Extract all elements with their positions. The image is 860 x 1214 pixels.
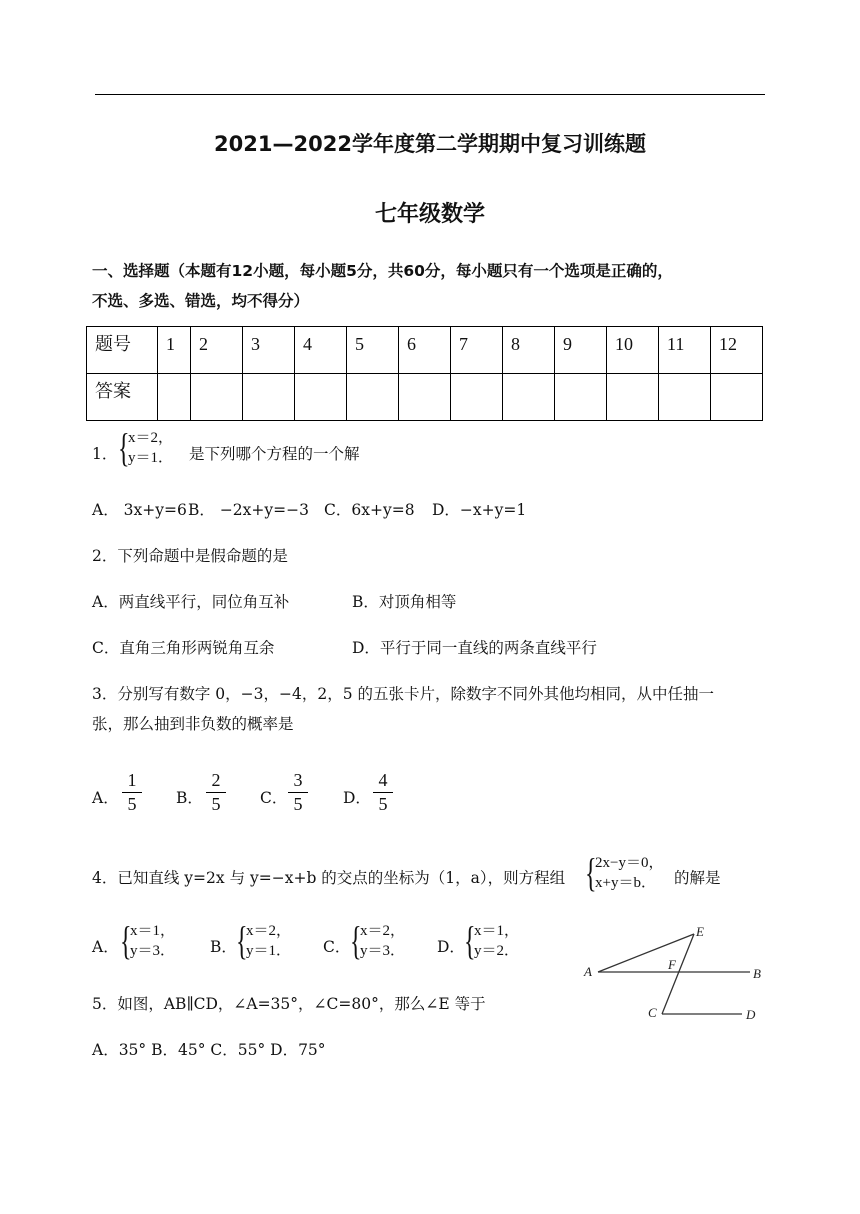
- answer-table-number: 4: [295, 327, 347, 374]
- line-ce: [662, 934, 694, 1014]
- question-1-number: 1．: [92, 445, 118, 463]
- answer-cell[interactable]: [503, 374, 555, 421]
- point-label-c: C: [648, 1005, 657, 1020]
- question-5-options: A．35° B．45° C．55° D．75°: [92, 1041, 326, 1059]
- question-4-text-pre: 4．已知直线 y=2x 与 y=−x+b 的交点的坐标为（1，a），则方程组: [92, 869, 566, 887]
- answer-table-number: 5: [347, 327, 399, 374]
- answer-table-number: 1: [158, 327, 191, 374]
- fraction: [288, 770, 308, 815]
- system-row: x＝2，: [360, 923, 406, 939]
- answer-table-number: 8: [503, 327, 555, 374]
- fraction-denominator: 5: [293, 794, 303, 814]
- answer-cell[interactable]: [451, 374, 503, 421]
- question-4-option-a-system: [120, 918, 180, 965]
- question-5-text: 5．如图，AB∥CD，∠A=35°，∠C=80°，那么∠E 等于: [92, 995, 486, 1013]
- system-row: 2x−y＝0，: [595, 855, 664, 871]
- question-3-line-1: 3．分别写有数字 0，−3，−4，2，5 的五张卡片，除数字不同外其他均相同，从中任抽一: [92, 685, 715, 703]
- geometry-figure: [578, 922, 778, 1028]
- question-4-option-label: C．: [323, 938, 351, 956]
- section-heading-line-1: 一、选择题（本题有12小题，每小题5分，共60分，每小题只有一个选项是正确的，: [92, 262, 673, 280]
- question-2-option-d: D．平行于同一直线的两条直线平行: [352, 639, 597, 657]
- question-4-option-label: A．: [92, 938, 119, 956]
- answer-cell[interactable]: [191, 374, 243, 421]
- point-label-e: E: [696, 924, 704, 939]
- system-row: y＝3．: [360, 943, 406, 959]
- fraction-denominator: 5: [211, 794, 221, 814]
- system-row: x+y＝b．: [595, 875, 656, 891]
- question-1-system: [118, 425, 178, 472]
- system-row: x＝2，: [246, 923, 292, 939]
- answer-table-row-label: 题号: [87, 327, 158, 374]
- question-1-option-c: C．6x+y=8: [324, 501, 415, 519]
- question-1-option-b: B． −2x+y=−3: [188, 501, 309, 519]
- line-ae: [598, 934, 694, 972]
- system-row: x＝1，: [474, 923, 520, 939]
- point-label-f: F: [668, 957, 676, 972]
- question-2-option-a: A．两直线平行，同位角互补: [92, 593, 290, 611]
- brace-icon: {: [464, 918, 476, 963]
- answer-cell[interactable]: [607, 374, 659, 421]
- system-row: y＝3．: [130, 943, 176, 959]
- question-4-option-b-system: [236, 918, 296, 965]
- answer-table-number: 3: [243, 327, 295, 374]
- system-row: x＝1，: [130, 923, 176, 939]
- question-4-text-post: 的解是: [674, 869, 721, 887]
- section-heading: [92, 256, 772, 316]
- question-4-option-label: D．: [437, 938, 465, 956]
- answer-cell[interactable]: [295, 374, 347, 421]
- system-row: x＝2，: [128, 430, 174, 446]
- brace-icon: {: [236, 918, 248, 963]
- answer-table-number: 6: [399, 327, 451, 374]
- question-2-option-b: B．对顶角相等: [352, 593, 457, 611]
- point-label-b: B: [753, 966, 761, 981]
- point-label-d: D: [746, 1007, 756, 1022]
- fraction-denominator: 5: [127, 794, 137, 814]
- answer-cell[interactable]: [158, 374, 191, 421]
- brace-icon: {: [350, 918, 362, 963]
- fraction: [206, 770, 226, 815]
- fraction-numerator: 1: [127, 770, 137, 790]
- question-4-system: [585, 850, 665, 897]
- answer-table-number-row: [87, 327, 763, 374]
- header-rule: [95, 94, 765, 95]
- answer-cell[interactable]: [659, 374, 711, 421]
- question-4-option-d-system: [464, 918, 524, 965]
- brace-icon: {: [118, 425, 130, 470]
- answer-cell[interactable]: [711, 374, 763, 421]
- question-3-line-2: 张，那么抽到非负数的概率是: [92, 715, 294, 733]
- question-4-option-c-system: [350, 918, 410, 965]
- answer-table-row-label: 答案: [87, 374, 158, 421]
- section-heading-line-2: 不选、多选、错选，均不得分）: [92, 292, 310, 310]
- page-title: 2021—2022学年度第二学期期中复习训练题: [214, 132, 646, 156]
- question-4-option-label: B．: [210, 938, 237, 956]
- answer-cell[interactable]: [347, 374, 399, 421]
- answer-table-number: 2: [191, 327, 243, 374]
- question-2-text: 2．下列命题中是假命题的是: [92, 547, 288, 565]
- question-3-option-label: A．: [92, 789, 119, 807]
- answer-table: [86, 326, 763, 421]
- answer-table-number: 9: [555, 327, 607, 374]
- fraction: [373, 770, 393, 815]
- fraction-numerator: 3: [293, 770, 303, 790]
- question-3-option-label: B．: [176, 789, 203, 807]
- system-row: y＝1．: [128, 450, 174, 466]
- brace-icon: {: [120, 918, 132, 963]
- system-row: y＝2．: [474, 943, 520, 959]
- question-1-option-a: A． 3x+y=6: [92, 501, 187, 519]
- answer-table-number: 11: [659, 327, 711, 374]
- answer-table-answer-row: [87, 374, 763, 421]
- page-subtitle: 七年级数学: [374, 202, 485, 227]
- answer-cell[interactable]: [399, 374, 451, 421]
- answer-table-number: 7: [451, 327, 503, 374]
- system-row: y＝1．: [246, 943, 292, 959]
- brace-icon: {: [585, 850, 597, 895]
- fraction-numerator: 4: [378, 770, 388, 790]
- fraction-denominator: 5: [378, 794, 388, 814]
- answer-cell[interactable]: [555, 374, 607, 421]
- question-1-text: 是下列哪个方程的一个解: [189, 445, 360, 463]
- fraction-numerator: 2: [211, 770, 221, 790]
- fraction: [122, 770, 142, 815]
- question-3-option-label: D．: [343, 789, 371, 807]
- question-3-option-label: C．: [260, 789, 288, 807]
- answer-cell[interactable]: [243, 374, 295, 421]
- question-2-option-c: C．直角三角形两锐角互余: [92, 639, 275, 657]
- answer-table-number: 10: [607, 327, 659, 374]
- question-1-option-d: D．−x+y=1: [432, 501, 527, 519]
- point-label-a: A: [584, 964, 592, 979]
- answer-table-number: 12: [711, 327, 763, 374]
